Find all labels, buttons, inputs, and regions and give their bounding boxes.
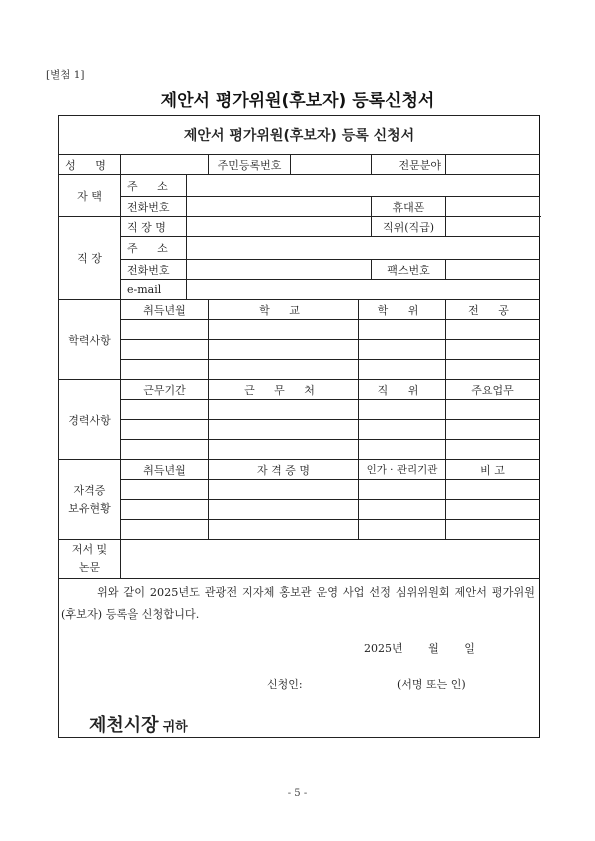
work-address-label: 주 소 (121, 237, 187, 260)
job-position-field[interactable] (446, 217, 540, 237)
workplace-field[interactable] (187, 217, 372, 237)
certificate-header-authority: 인가 · 관리기관 (359, 460, 446, 480)
certificate-cell[interactable] (209, 500, 359, 520)
date-day: 일 (464, 642, 475, 655)
certificate-row (59, 500, 540, 520)
certificate-cell[interactable] (359, 520, 446, 540)
education-header-degree: 학 위 (359, 300, 446, 320)
certificate-row (59, 520, 540, 540)
declaration-text: 위와 같이 2025년도 관광전 지자체 홍보관 운영 사업 선정 심위위원회 제안서 평가위원(후보자) 등록을 신청합니다. (61, 586, 535, 621)
signature-hint: (서명 또는 인) (397, 678, 466, 691)
education-cell[interactable] (446, 320, 540, 340)
certificate-cell[interactable] (209, 480, 359, 500)
home-section-label: 자 택 (59, 175, 121, 217)
career-cell[interactable] (121, 420, 209, 440)
recipient-name: 제천시장 (89, 715, 159, 736)
career-cell[interactable] (209, 400, 359, 420)
education-cell[interactable] (121, 320, 209, 340)
education-row (59, 340, 540, 360)
education-cell[interactable] (209, 340, 359, 360)
home-address-field[interactable] (187, 175, 540, 197)
education-row (59, 320, 540, 340)
education-header-school: 학 교 (209, 300, 359, 320)
education-header-date: 취득년월 (121, 300, 209, 320)
career-cell[interactable] (446, 420, 540, 440)
fax-label: 팩스번호 (372, 260, 446, 280)
education-cell[interactable] (359, 340, 446, 360)
education-cell[interactable] (359, 320, 446, 340)
career-cell[interactable] (359, 400, 446, 420)
rrn-field[interactable] (291, 155, 372, 175)
certificate-cell[interactable] (209, 520, 359, 540)
date-month: 월 (428, 642, 439, 655)
career-row (59, 420, 540, 440)
career-row (59, 400, 540, 420)
job-position-label: 직위(직급) (372, 217, 446, 237)
form-title: 제안서 평가위원(후보자) 등록 신청서 (59, 116, 540, 155)
career-row (59, 440, 540, 460)
education-cell[interactable] (446, 360, 540, 380)
certificates-label-line1: 자격증 (73, 483, 106, 497)
home-phone-field[interactable] (187, 197, 372, 217)
work-address-field[interactable] (187, 237, 540, 260)
career-cell[interactable] (209, 420, 359, 440)
career-cell[interactable] (359, 420, 446, 440)
home-address-label: 주 소 (121, 175, 187, 197)
career-section-label: 경력사항 (59, 380, 121, 460)
career-header-period: 근무기간 (121, 380, 209, 400)
mobile-field[interactable] (446, 197, 540, 217)
specialty-field[interactable] (446, 155, 540, 175)
recipient-suffix: 귀하 (162, 720, 188, 735)
declaration-area (59, 579, 540, 738)
email-field[interactable] (187, 280, 540, 300)
name-field[interactable] (121, 155, 209, 175)
education-cell[interactable] (446, 340, 540, 360)
education-section-label: 학력사항 (59, 300, 121, 380)
career-cell[interactable] (446, 440, 540, 460)
work-phone-label: 전화번호 (121, 260, 187, 280)
workplace-label: 직 장 명 (121, 217, 187, 237)
work-section-label: 직 장 (59, 217, 121, 300)
specialty-label: 전문분야 (372, 155, 446, 175)
applicant-label: 신청인: (267, 678, 303, 691)
certificate-cell[interactable] (446, 480, 540, 500)
career-cell[interactable] (121, 400, 209, 420)
education-cell[interactable] (121, 340, 209, 360)
publications-label-line1: 저서 및 (71, 543, 108, 556)
education-cell[interactable] (209, 360, 359, 380)
certificate-cell[interactable] (121, 480, 209, 500)
home-phone-label: 전화번호 (121, 197, 187, 217)
career-header-workplace: 근 무 처 (209, 380, 359, 400)
career-cell[interactable] (446, 400, 540, 420)
certificate-cell[interactable] (121, 500, 209, 520)
page-number: - 5 - (287, 788, 308, 799)
annex-label: [별첨 1] (46, 69, 85, 81)
certificate-cell[interactable] (359, 480, 446, 500)
email-label: e-mail (121, 280, 187, 300)
career-cell[interactable] (359, 440, 446, 460)
career-header-duties: 주요업무 (446, 380, 540, 400)
certificate-cell[interactable] (121, 520, 209, 540)
certificate-header-remarks: 비 고 (446, 460, 540, 480)
certificate-header-date: 취득년월 (121, 460, 209, 480)
education-cell[interactable] (359, 360, 446, 380)
work-phone-field[interactable] (187, 260, 372, 280)
certificates-section-label (59, 460, 121, 540)
publications-field[interactable] (121, 540, 540, 579)
career-cell[interactable] (209, 440, 359, 460)
education-cell[interactable] (121, 360, 209, 380)
certificate-header-name: 자 격 증 명 (209, 460, 359, 480)
date-year: 2025년 (364, 642, 403, 655)
education-cell[interactable] (209, 320, 359, 340)
certificate-cell[interactable] (359, 500, 446, 520)
registration-form (58, 115, 540, 738)
recipient (89, 711, 188, 737)
education-header-major: 전 공 (446, 300, 540, 320)
name-label: 성 명 (59, 155, 121, 175)
certificate-row (59, 480, 540, 500)
career-cell[interactable] (121, 440, 209, 460)
certificate-cell[interactable] (446, 500, 540, 520)
declaration-date (364, 640, 475, 656)
publications-label-line2: 논문 (78, 561, 101, 574)
certificate-cell[interactable] (446, 520, 540, 540)
fax-field[interactable] (446, 260, 540, 280)
document-title: 제안서 평가위원(후보자) 등록신청서 (160, 91, 435, 111)
mobile-label: 휴대폰 (372, 197, 446, 217)
rrn-label: 주민등록번호 (209, 155, 291, 175)
certificates-label-line2: 보유현황 (68, 501, 111, 515)
education-row (59, 360, 540, 380)
career-header-position: 직 위 (359, 380, 446, 400)
publications-label (59, 540, 121, 579)
